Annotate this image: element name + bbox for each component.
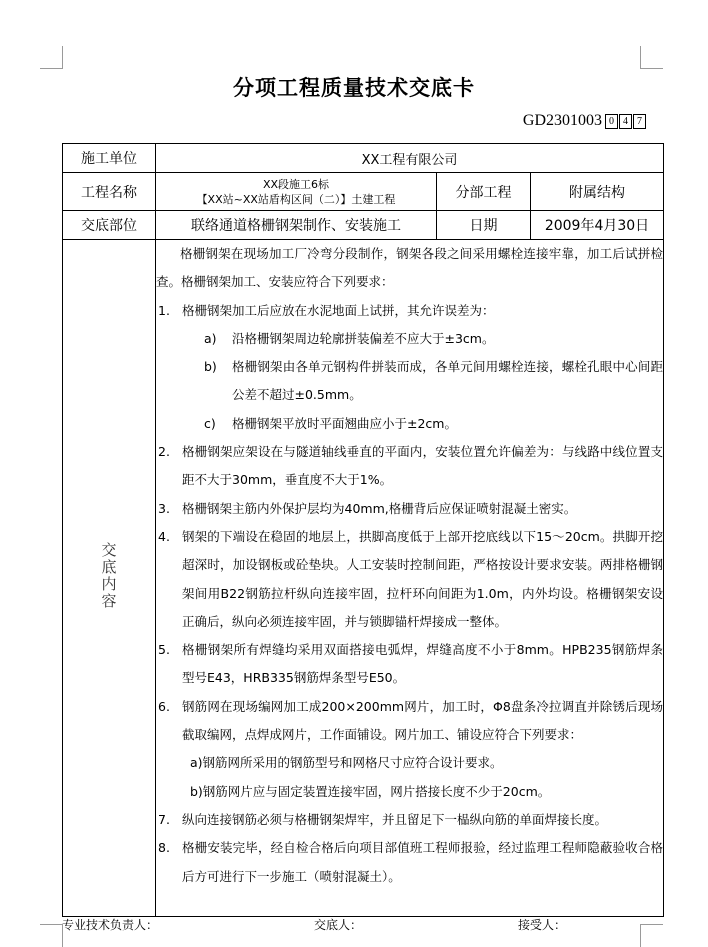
list-item <box>156 636 663 693</box>
project-name-label: 工程名称 <box>63 173 156 211</box>
document-number-prefix: GD2301003 <box>522 112 602 129</box>
list-item-number: 6. <box>158 698 170 714</box>
sub-list-item <box>156 325 663 353</box>
list-item-text: 钢筋网在现场编网加工成200×200mm网片，加工时，Φ8盘条冷拉调直并除锈后现场截取编网，点焊成网片，工作面铺设。网片加工、铺设应符合下列要求： <box>182 698 664 743</box>
table-row-construction-unit <box>63 144 664 173</box>
table-row-briefing-location <box>63 211 664 240</box>
list-item <box>156 806 663 834</box>
document-number-boxes <box>605 114 646 129</box>
content-intro: 格栅钢架在现场加工厂冷弯分段制作，钢架各段之间采用螺栓连接牢靠，加工后试拼检查。格栅钢架加工、安装应符合下列要求： <box>156 246 664 290</box>
list-item <box>156 523 663 636</box>
corner-mark-bottom-right <box>640 924 663 947</box>
project-name-line2: 【XX站~XX站盾构区间（二）】土建工程 <box>196 192 396 206</box>
project-name-value <box>156 173 437 211</box>
list-item-text: 格栅钢架主筋内外保护层均为40mm,格栅背后应保证喷射混凝土密实。 <box>182 500 577 516</box>
list-item <box>156 297 663 325</box>
list-item-text: 格栅钢架加工后应放在水泥地面上试拼，其允许误差为： <box>182 302 495 318</box>
sub-project-label: 分部工程 <box>437 173 531 211</box>
list-item-number: 5. <box>158 642 170 658</box>
briefing-content <box>156 240 664 917</box>
list-item <box>156 834 663 891</box>
list-item-text: 纵向连接钢筋必须与格栅钢架焊牢，并且留足下一榀纵向筋的单面焊接长度。 <box>182 811 608 827</box>
corner-mark-bottom-left <box>40 924 63 947</box>
list-item-number: 2. <box>158 444 170 460</box>
sub-list-item <box>156 353 663 410</box>
date-value: 2009年4月30日 <box>531 211 664 240</box>
sub-list-item: a)钢筋网所采用的钢筋型号和网格尺寸应符合设计要求。 <box>190 755 503 771</box>
list-item-number: 1. <box>158 302 170 318</box>
sub-list-item <box>156 410 663 438</box>
sub-list-item-text: 格栅钢架由各单元钢构件拼装而成，各单元间用螺栓连接，螺栓孔眼中心间距公差不超过±0.5mm。 <box>232 359 664 403</box>
list-item <box>156 495 663 523</box>
document-number-box: 7 <box>633 114 646 129</box>
table-row-project-name <box>63 173 664 211</box>
list-item-number: 7. <box>158 811 170 827</box>
sub-list-item-number: a) <box>204 330 217 346</box>
briefing-content-label: 交底内容 <box>99 542 118 610</box>
date-label: 日期 <box>437 211 531 240</box>
briefing-location-value: 联络通道格栅钢架制作、安装施工 <box>156 211 437 240</box>
corner-mark-top-left <box>40 46 63 69</box>
list-item-text: 格栅钢架所有焊缝均采用双面搭接电弧焊，焊缝高度不小于8mm。HPB235钢筋焊条型号E43，HRB335钢筋焊条型号E50。 <box>182 642 664 686</box>
list-item-text: 钢架的下端设在稳固的地层上，拱脚高度低于上部开挖底线以下15～20cm。拱脚开挖超深时，加设钢板或砼垫块。人工安装时控制间距，严格按设计要求安装。两排格栅钢架间用B22钢筋拉杆纵向连接牢固，拉杆环向间距为1.0m，内外均设。格栅钢架安设正确后，纵向必须连接牢固，并与锁脚锚杆焊接成一整体。 <box>182 528 664 629</box>
list-item <box>156 438 663 495</box>
tech-lead-signature-label: 专业技术负责人： <box>62 918 159 932</box>
document-number <box>523 112 646 130</box>
list-item <box>156 693 663 750</box>
document-number-box: 0 <box>605 114 618 129</box>
briefing-content-label-cell <box>63 240 156 917</box>
corner-mark-top-right <box>640 46 663 69</box>
sub-list-item-text: 格栅钢架平放时平面翘曲应小于±2cm。 <box>232 415 457 431</box>
construction-unit-value: XX工程有限公司 <box>156 144 664 173</box>
presenter-signature-label: 交底人： <box>314 918 363 932</box>
list-item-number: 8. <box>158 840 170 856</box>
receiver-signature-label: 接受人： <box>518 918 567 932</box>
sub-list-item-number: c) <box>204 415 216 431</box>
sub-project-value: 附属结构 <box>531 173 664 211</box>
document-number-box: 4 <box>619 114 632 129</box>
technical-briefing-table <box>62 143 664 917</box>
list-item-text: 格栅安装完毕，经自检合格后向项目部值班工程师报验，经过监理工程师隐蔽验收合格后方可进行下一步施工（喷射混凝土）。 <box>182 840 664 884</box>
list-item-number: 3. <box>158 500 170 516</box>
sub-list-item: b)钢筋网片应与固定装置连接牢固，网片搭接长度不少于20cm。 <box>190 783 551 799</box>
list-item-text: 格栅钢架应架设在与隧道轴线垂直的平面内，安装位置允许偏差为：与线路中线位置支距不大于30mm，垂直度不大于1%。 <box>182 444 664 488</box>
list-item-number: 4. <box>158 528 170 544</box>
project-name-line1: XX段施工6标 <box>262 177 330 191</box>
briefing-location-label: 交底部位 <box>63 211 156 240</box>
construction-unit-label: 施工单位 <box>63 144 156 173</box>
document-title: 分项工程质量技术交底卡 <box>233 75 475 100</box>
sub-list-item-number: b) <box>204 359 217 375</box>
table-row-briefing-content <box>63 240 664 917</box>
sub-list-item-text: 沿格栅钢架周边轮廓拼装偏差不应大于±3cm。 <box>232 330 495 346</box>
